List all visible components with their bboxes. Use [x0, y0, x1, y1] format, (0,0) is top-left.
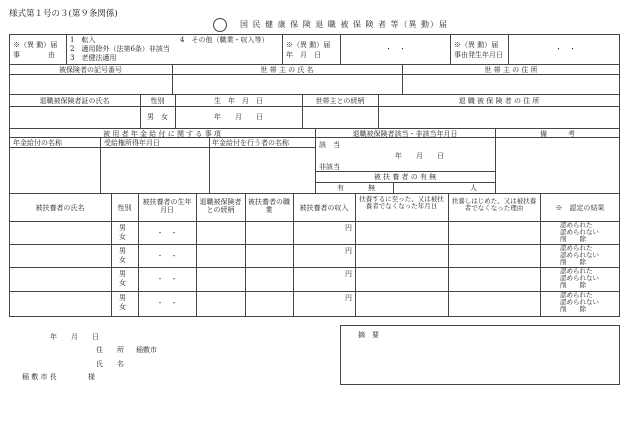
dob-label: 生 年 月 日 — [214, 97, 263, 105]
row-income-unit: 円 — [345, 270, 352, 278]
form-number: 様式第１号の３(第９条関係) — [9, 9, 118, 19]
exist-yes-option[interactable]: 有 — [337, 184, 344, 192]
dependent-relation-header: 退職被保険者との続柄 — [199, 198, 242, 215]
form-title: 国 民 健 康 保 険 退 職 被 保 険 者 等（異 動）届 — [240, 20, 449, 29]
change-reason-sublabel: 事 由 — [13, 51, 55, 59]
row-gender[interactable]: 男 女 — [119, 247, 126, 265]
householder-name-label: 世 帯 主 の 氏 名 — [260, 66, 314, 74]
reason-option-3[interactable]: 3 老健法適用 — [70, 54, 117, 62]
row-income-unit: 円 — [345, 294, 352, 302]
dependent-dob-header: 被扶養者の生年月日 — [142, 198, 192, 215]
city-name: 稲敷市 — [136, 346, 157, 354]
certification-result-header: ※ 認定の結果 — [555, 204, 605, 212]
row-result[interactable]: 認められた 認められない 削 除 — [560, 244, 599, 267]
pension-provider-label: 年金給付を行う者の名称 — [212, 139, 289, 147]
relation-label: 世帯主との続柄 — [315, 97, 365, 105]
not-applicable-option[interactable]: 非該当 — [319, 163, 340, 171]
applicability-date-field[interactable]: 年 月 日 — [395, 152, 444, 160]
persons-unit: 人 — [470, 184, 477, 192]
reason-option-4[interactable]: 4 その他（職業・収入等） — [180, 36, 269, 44]
submission-date-sublabel: 年 月 日 — [286, 51, 321, 59]
row-dob[interactable]: ・ ・ — [156, 275, 178, 283]
row-result[interactable]: 認められた 認められない 削 除 — [560, 221, 599, 244]
row-income-unit: 円 — [345, 224, 352, 232]
row-dob[interactable]: ・ ・ — [156, 299, 178, 307]
address-label: 住 所 — [96, 346, 124, 354]
row-income-unit: 円 — [345, 247, 352, 255]
summary-box[interactable] — [340, 325, 620, 385]
dependent-job-header: 被扶養者の職業 — [248, 198, 290, 215]
remarks-header: 備 考 — [540, 130, 575, 138]
applicable-option[interactable]: 該 当 — [319, 141, 340, 149]
seal-icon — [213, 18, 227, 32]
retired-name-label: 退職被保険者証の氏名 — [39, 97, 110, 105]
row-dob[interactable]: ・ ・ — [156, 252, 178, 260]
gender-choice[interactable]: 男 女 — [147, 113, 168, 121]
occurrence-date-label: ※（異 動）届 — [454, 41, 499, 49]
householder-address-label: 世 帯 主 の 住 所 — [484, 66, 538, 74]
occurrence-date-sublabel: 事由発生年月日 — [454, 51, 503, 59]
applicability-header: 退職被保険者該当・非該当年月日 — [352, 130, 458, 138]
footer-date[interactable]: 年 月 日 — [50, 333, 99, 341]
dob-field[interactable]: 年 月 日 — [214, 113, 263, 121]
pension-header: 被 用 者 年 金 給 付 に 関 す る 事 項 — [103, 130, 221, 138]
row-gender[interactable]: 男 女 — [119, 294, 126, 312]
summary-label: 摘 要 — [358, 331, 379, 339]
pension-start-label: 受給権所得年月日 — [104, 139, 160, 147]
submission-date-field[interactable]: ・ ・ — [385, 45, 406, 53]
gender-label: 性別 — [150, 97, 165, 105]
row-gender[interactable]: 男 女 — [119, 224, 126, 242]
reason-option-2[interactable]: 2 適用除外（法第6条）非該当 — [70, 45, 170, 53]
honorific: 様 — [88, 373, 95, 381]
change-reason-label: ※（異 動）届 — [13, 41, 58, 49]
row-dob[interactable]: ・ ・ — [156, 229, 178, 237]
dependents-exist-label: 被 扶 養 者 の 有 無 — [373, 173, 437, 181]
dependent-change-date-header: 扶養するに至った、又は被扶養者でなくなった年月日 — [359, 195, 444, 211]
submission-date-label: ※（異 動）届 — [286, 41, 331, 49]
name-label: 氏 名 — [96, 360, 124, 368]
exist-no-option[interactable]: 無 — [368, 184, 375, 192]
row-result[interactable]: 認められた 認められない 削 除 — [560, 267, 599, 290]
dependent-reason-header: 扶養しはじめた、又は被扶養者でなくなった理由 — [451, 197, 537, 213]
mayor-label: 稲 敷 市 長 — [22, 373, 57, 381]
row-gender[interactable]: 男 女 — [119, 270, 126, 288]
pension-name-label: 年金給付の名称 — [13, 139, 62, 147]
insured-symbol-label: 被保険者の記号番号 — [59, 66, 122, 74]
dependent-name-header: 被扶養者の氏名 — [35, 204, 85, 212]
reason-option-1[interactable]: 1 転入 — [70, 36, 96, 44]
row-result[interactable]: 認められた 認められない 削 除 — [560, 291, 599, 314]
dependent-gender-header: 性別 — [117, 204, 132, 212]
retired-address-label: 退 職 被 保 険 者 の 住 所 — [458, 97, 540, 105]
occurrence-date-field[interactable]: ・ ・ — [555, 45, 576, 53]
dependent-income-header: 被扶養者の収入 — [299, 204, 349, 212]
